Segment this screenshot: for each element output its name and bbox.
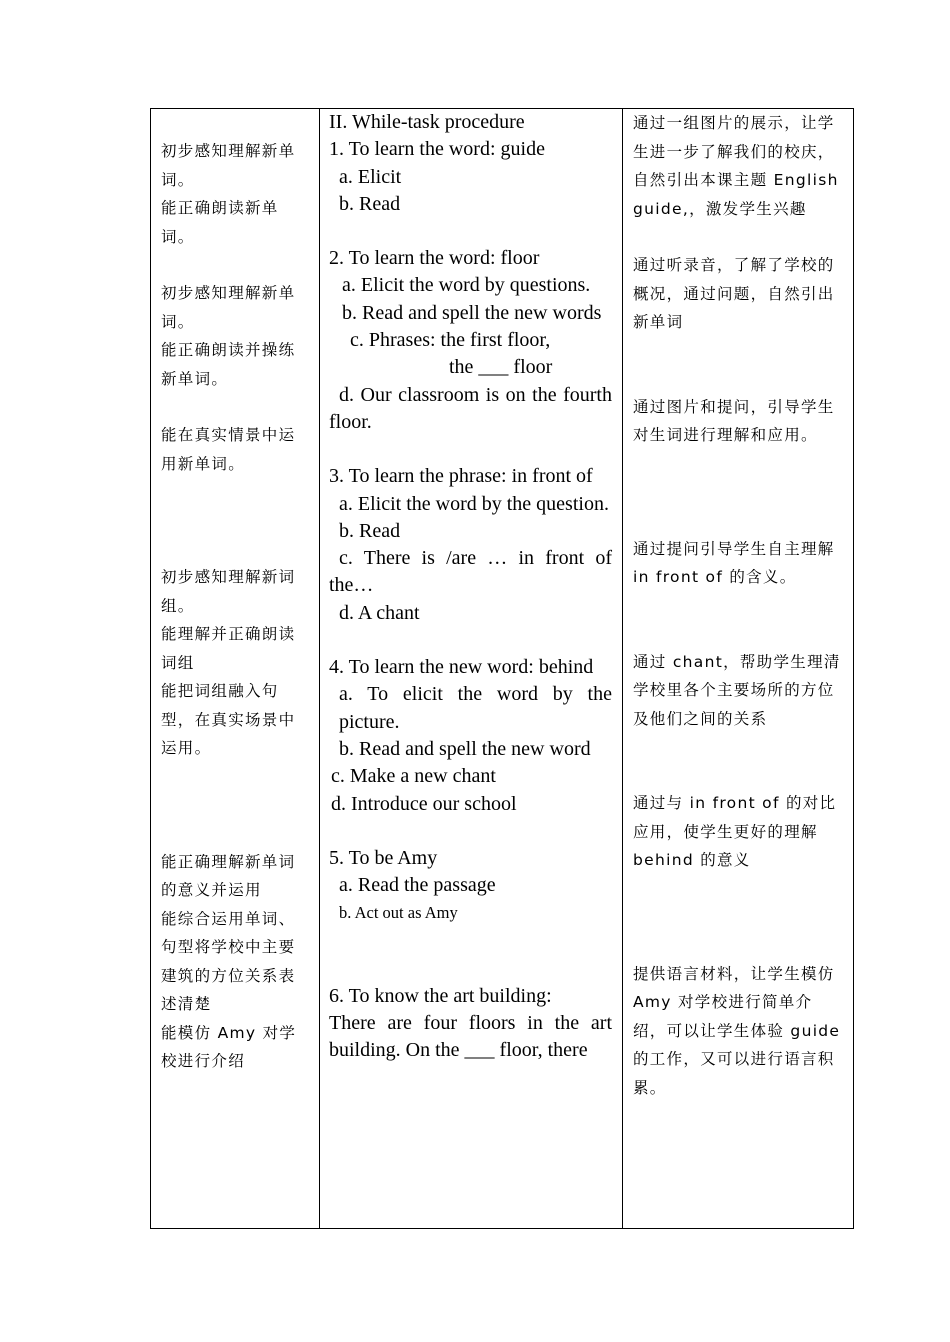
purpose-text: 通过一组图片的展示，让学生进一步了解我们的校庆，自然引出本课主题 English guide,，激发学生兴趣 xyxy=(633,114,839,218)
objective-text: 能理解并正确朗读词组 xyxy=(161,625,296,672)
procedure-heading: II. While-task procedure xyxy=(329,111,525,133)
step-item: c. Phrases: the first floor, xyxy=(350,329,551,352)
objective-text: 能模仿 Amy 对学校进行介绍 xyxy=(161,1023,297,1070)
step-title: 1. To learn the word: guide xyxy=(329,138,545,161)
objective-text: 初步感知理解新单词。 xyxy=(161,284,296,331)
purpose-column xyxy=(623,109,854,1229)
objective-text: 能正确理解新单词的意义并运用 xyxy=(161,852,296,899)
step-item: b. Read and spell the new words xyxy=(342,301,602,324)
objective-text: 能正确朗读新单词。 xyxy=(161,199,279,246)
table-row xyxy=(151,109,854,1229)
step-item: c. Make a new chant xyxy=(331,765,496,788)
purpose-text: 通过与 in front of 的对比应用，使学生更好的理解 behind 的意义 xyxy=(633,794,837,869)
step-title: 2. To learn the word: floor xyxy=(329,247,540,270)
purpose-text: 通过提问引导学生自主理解 in front of 的含义。 xyxy=(633,539,835,586)
step-title: 6. To know the art building: xyxy=(329,984,552,1007)
step-item: the ___ floor xyxy=(449,356,553,379)
step-item: a. Read the passage xyxy=(339,874,496,897)
procedure-column xyxy=(320,109,623,1229)
step-item: a. To elicit the word by the picture. xyxy=(339,683,612,733)
purpose-text: 提供语言材料，让学生模仿 Amy 对学校进行简单介绍，可以让学生体验 guide 的工作，又可以进行语言积累。 xyxy=(633,964,841,1097)
objective-text: 能把词组融入句型，在真实场景中运用。 xyxy=(161,682,296,757)
step-item: a. Elicit the word by questions. xyxy=(342,274,591,297)
purpose-text: 通过图片和提问，引导学生对生词进行理解和应用。 xyxy=(633,397,835,444)
step-item: d. A chant xyxy=(339,601,420,624)
step-item: d. Our classroom is on the fourth floor. xyxy=(329,383,612,433)
lesson-plan-table xyxy=(150,108,854,1229)
step-item: a. Elicit the word by the question. xyxy=(339,492,609,515)
step-title: 3. To learn the phrase: in front of xyxy=(329,465,593,488)
step-text: There are four floors in the art building. On the ___ floor, there xyxy=(329,1012,612,1062)
objectives-column xyxy=(151,109,320,1229)
objective-text: 能在真实情景中运用新单词。 xyxy=(161,426,296,473)
step-title: 5. To be Amy xyxy=(329,846,438,869)
step-title: 4. To learn the new word: behind xyxy=(329,656,594,679)
step-item: a. Elicit xyxy=(339,165,402,188)
step-item: b. Read xyxy=(339,192,401,215)
objective-text: 初步感知理解新词组。 xyxy=(161,568,296,615)
objective-text: 能正确朗读并操练新单词。 xyxy=(161,341,296,388)
step-item: d. Introduce our school xyxy=(331,792,517,815)
objective-text: 能综合运用单词、句型将学校中主要建筑的方位关系表述清楚 xyxy=(161,909,296,1013)
purpose-text: 通过 chant，帮助学生理清学校里各个主要场所的方位及他们之间的关系 xyxy=(633,652,841,728)
objective-text: 初步感知理解新单词。 xyxy=(161,142,296,189)
step-item: b. Read xyxy=(339,519,401,542)
step-item: b. Read and spell the new word xyxy=(339,737,591,760)
step-item: b. Act out as Amy xyxy=(339,903,458,923)
purpose-text: 通过听录音，了解了学校的概况，通过问题，自然引出新单词 xyxy=(633,256,835,331)
step-item: c. There is /are … in front of the… xyxy=(329,547,612,597)
